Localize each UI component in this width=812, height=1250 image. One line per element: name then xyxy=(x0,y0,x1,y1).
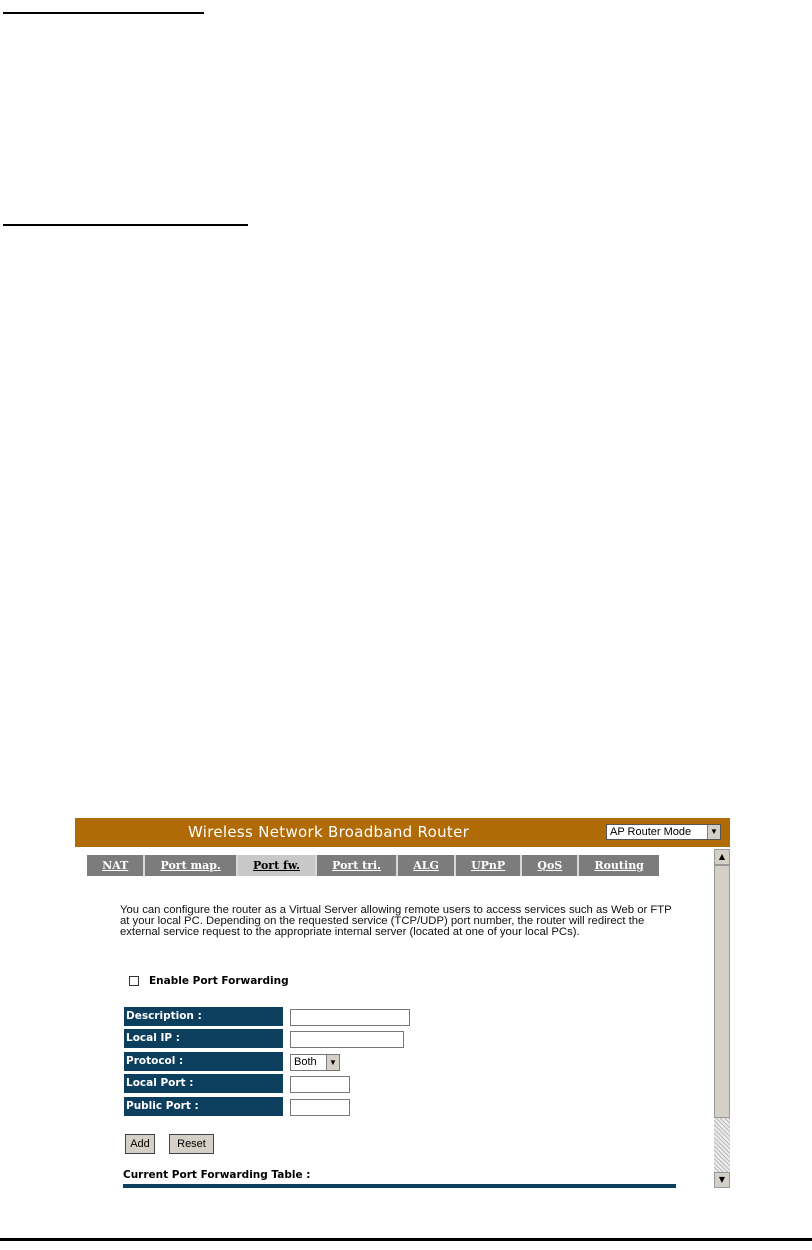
port-forwarding-table-header xyxy=(123,1184,676,1188)
scroll-up-icon[interactable]: ▲ xyxy=(714,849,730,865)
mode-select[interactable] xyxy=(606,824,721,840)
local-ip-input[interactable] xyxy=(290,1031,404,1048)
router-window xyxy=(75,818,730,1188)
scroll-down-icon[interactable]: ▼ xyxy=(714,1172,730,1188)
local-ip-label: Local IP : xyxy=(124,1029,283,1048)
description-label: Description : xyxy=(124,1007,283,1026)
tab-qos[interactable]: QoS xyxy=(522,855,579,876)
reset-button[interactable]: Reset xyxy=(169,1134,214,1154)
tab-port-tri[interactable]: Port tri. xyxy=(317,855,398,876)
description-text: You can configure the router as a Virtual Server allowing remote users to access services such as Web or FTP at your local PC. Depending on the requested service (TCP/UDP) port number, the router will redirect the external service request to the appropriate internal server (located at one of your local PCs). xyxy=(120,904,672,938)
description-input[interactable] xyxy=(290,1009,410,1026)
tab-nat[interactable]: NAT xyxy=(87,855,145,876)
public-port-label: Public Port : xyxy=(124,1097,283,1116)
enable-port-forwarding-row xyxy=(129,975,289,987)
vertical-scrollbar[interactable] xyxy=(714,849,730,1188)
protocol-label: Protocol : xyxy=(124,1052,283,1071)
footer-rule xyxy=(0,1238,812,1241)
nav-tabs xyxy=(87,855,659,876)
port-forwarding-table-title: Current Port Forwarding Table : xyxy=(123,1169,311,1181)
tab-port-fw[interactable]: Port fw. xyxy=(238,855,317,876)
enable-port-forwarding-checkbox[interactable] xyxy=(129,976,139,986)
protocol-select-value: Both xyxy=(294,1056,317,1068)
tab-upnp[interactable]: UPnP xyxy=(456,855,522,876)
add-button[interactable]: Add xyxy=(125,1134,155,1154)
document-underline-1 xyxy=(3,12,204,14)
scroll-thumb[interactable] xyxy=(714,865,730,1118)
tab-alg[interactable]: ALG xyxy=(398,855,456,876)
local-port-input[interactable] xyxy=(290,1076,350,1093)
tab-port-map[interactable]: Port map. xyxy=(145,855,238,876)
chevron-down-icon[interactable]: ▼ xyxy=(326,1055,339,1070)
mode-select-value: AP Router Mode xyxy=(610,826,692,838)
header-bar xyxy=(75,818,730,847)
chevron-down-icon[interactable]: ▼ xyxy=(707,825,720,839)
public-port-input[interactable] xyxy=(290,1099,350,1116)
local-port-label: Local Port : xyxy=(124,1074,283,1093)
protocol-select[interactable] xyxy=(290,1054,340,1071)
router-title: Wireless Network Broadband Router xyxy=(188,823,470,841)
scroll-track[interactable] xyxy=(714,1118,730,1172)
enable-port-forwarding-label: Enable Port Forwarding xyxy=(149,975,289,987)
tab-routing[interactable]: Routing xyxy=(594,859,644,872)
document-underline-2 xyxy=(3,224,248,226)
